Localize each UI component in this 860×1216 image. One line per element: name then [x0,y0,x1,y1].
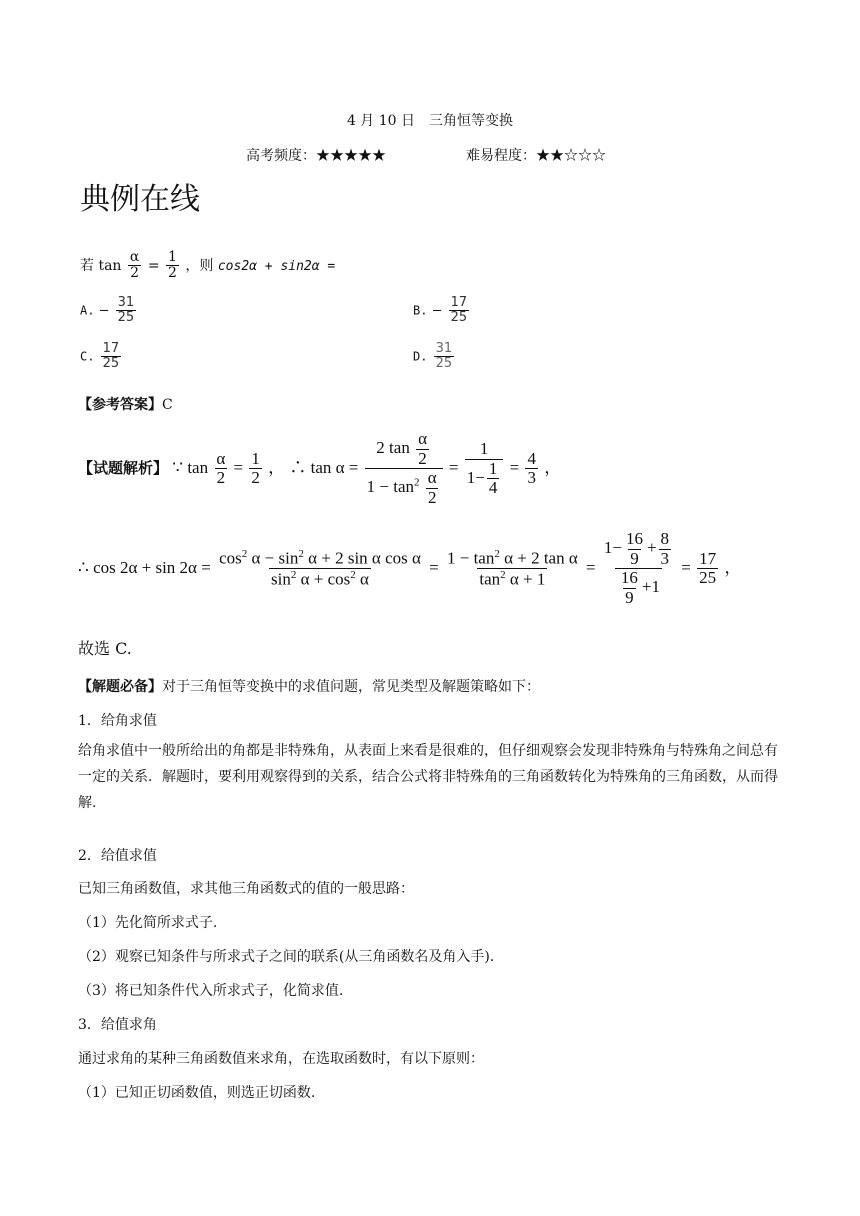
exam-frequency: 高考频度：★★★★★ [246,148,386,164]
section-title: 典例在线 [80,182,200,217]
tips-paragraph-3: 通过求角的某种三角函数值来求角，在选取函数时，有以下原则： [78,1051,484,1067]
solution-equation-2: ∴ cos 2α + sin 2α = $\frac{\cos^2 \alpha - \sin^2 \alpha + 2 \sin \alpha \cos \alpha}{\sin^2 \alpha + \cos^2 \alpha}$ = $\frac{1 - \tan^2 \alpha + 2 \tan \alpha}{\tan^2 \alpha + 1}$ = 1− $\frac{16}{9}$ + $\frac{8}{3}$ $\frac{16}{9}$ +1 = $\frac{17}{25}$ ， [78,529,742,608]
question-text: 若 tan $\frac{\alpha}{2}$ = $\frac{1}{2}$ ，则 cos2α + sin2α = [80,249,336,282]
tips-rule-1: （1）已知正切函数值，则选正切函数. [78,1085,316,1101]
solution-equation-1: 【试题解析】 ∵ tan $\frac{\alpha}{2}$ = $\frac{1}{2}$ ， ∴ tan α = 2 tan $\frac{\alpha}{2}$ $1 - \tan^2$ $\frac{\alpha}{2}$ = 1 1− $\frac{1}{4}$ = $\frac{4}{3}$ ， [78,429,562,508]
conclusion: 故选 C. [78,639,132,658]
solution-label: 【试题解析】 [78,458,169,477]
fraction-one-half: $\frac{1}{2}$ [168,249,177,282]
option-c[interactable]: C. $\frac{17}{25}$ [80,341,120,372]
option-d[interactable]: D. $\frac{31}{25}$ [413,341,453,372]
tips-step-3: （3）将已知条件代入所求式子，化简求值. [78,983,344,999]
tips-step-1: （1）先化简所求式子. [78,915,218,931]
tips-paragraph-2: 已知三角函数值，求其他三角函数式的值的一般思路： [78,881,414,897]
question-prefix: 若 tan [80,257,122,274]
question-expression: cos2α + sin2α = [217,258,336,274]
option-b[interactable]: B. − $\frac{17}{25}$ [413,295,468,326]
option-a[interactable]: A. − $\frac{31}{25}$ [80,295,135,326]
tips-step-2: （2）观察已知条件与所求式子之间的联系(从三角函数名及角入手)． [78,949,504,965]
tips-heading-1: 1．给角求值 [78,713,157,729]
tips-intro: 【解题必备】对于三角恒等变换中的求值问题，常见类型及解题策略如下： [78,679,540,695]
page-title: 4 月 10 日 三角恒等变换 [346,113,514,129]
tips-heading-3: 3．给值求角 [78,1017,157,1033]
reference-answer: 【参考答案】C [78,397,173,413]
difficulty-level: 难易程度：★★☆☆☆ [466,148,606,164]
tips-heading-2: 2．给值求值 [78,848,157,864]
fraction-alpha-over-2: $\frac{\alpha}{2}$ [129,249,140,282]
tips-paragraph-1: 给角求值中一般所给出的角都是非特殊角，从表面上来看是很难的，但仔细观察会发现非特殊角与特殊角之间总有一定的关系．解题时，要利用观察得到的关系，结合公式将非特殊角的三角函数转化为特殊角的三角函数，从而得解. [78,743,778,811]
